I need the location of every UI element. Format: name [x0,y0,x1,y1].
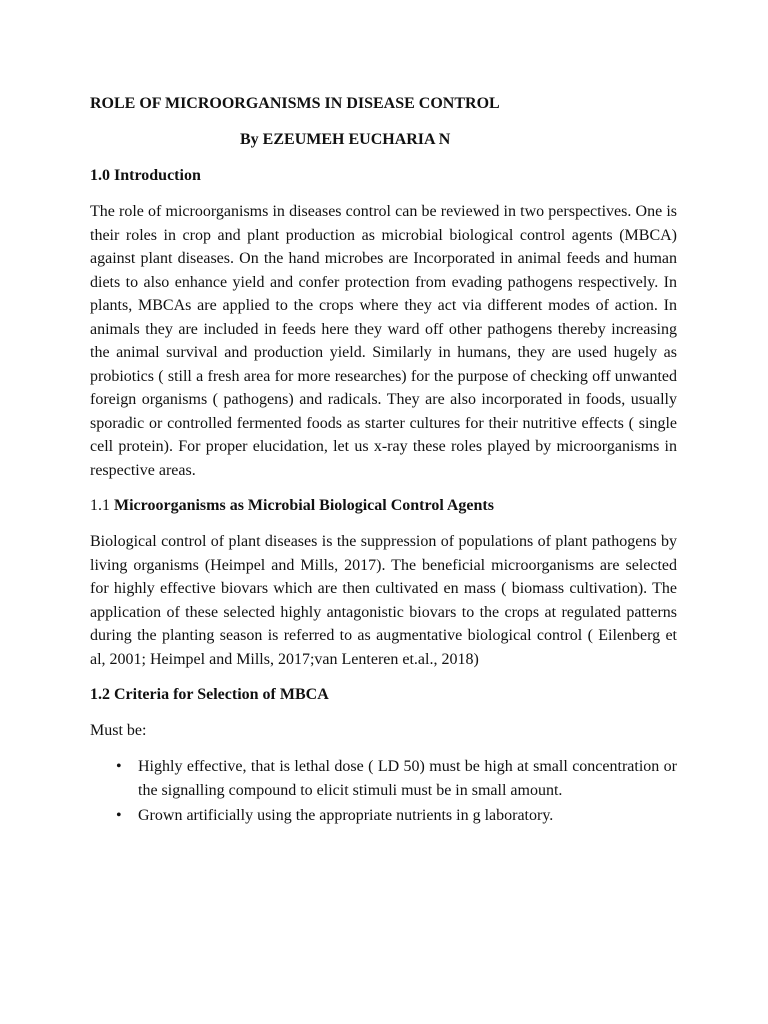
intro-paragraph: The role of microorganisms in diseases control can be reviewed in two perspectives. One is their roles in crop and plant production as microbial biological control agents (MBCA) against plant diseases. On the hand microbes are Incorporated in animal feeds and human diets to also enhance yield and confer protection from evading pathogens respectively. In plants, MBCAs are applied to the crops where they act via different modes of action. In animals they are included in feeds here they ward off other pathogens thereby increasing the animal survival and production yield. Similarly in humans, they are used hugely as probiotics ( still a fresh area for more researches) for the purpose of checking off unwanted foreign organisms ( pathogens) and radicals. They are also incorporated in foods, usually sporadic or controlled fermented foods as starter cultures for their nutritive effects ( single cell protein). For proper elucidation, let us x-ray these roles played by microorganisms in respective areas. [90,203,677,479]
criteria-list [90,755,677,829]
section-1-1-number: 1.1 [90,497,110,514]
section-1-1-heading [90,494,677,518]
list-item [116,804,677,829]
list-item-text: Highly effective, that is lethal dose ( LD 50) must be high at small concentration or the signalling compound to elicit stimuli must be in small amount. [138,757,677,799]
document-page [90,92,677,828]
author-byline: By EZEUMEH EUCHARIA N [240,131,451,148]
section-1-1-title: Microorganisms as Microbial Biological Control Agents [114,497,494,514]
intro-heading: 1.0 Introduction [90,167,201,184]
list-item [116,755,677,804]
section-1-2-heading: 1.2 Criteria for Selection of MBCA [90,686,329,703]
section-1-2-lead: Must be: [90,722,147,739]
bullet-icon: • [116,806,122,824]
section-1-1-paragraph: Biological control of plant diseases is the suppression of populations of plant pathogens by living organisms (Heimpel and Mills, 2017). The beneficial microorganisms are selected for highly effective biovars which are then cultivated en mass ( biomass cultivation). The application of these selected highly antagonistic biovars to the crops at regulated patterns during the planting season is referred to as augmentative biological control ( Eilenberg et al, 2001; Heimpel and Mills, 2017;van Lenteren et.al., 2018) [90,533,677,668]
bullet-icon: • [116,757,122,775]
list-item-text: Grown artificially using the appropriate nutrients in g laboratory. [138,806,554,824]
document-title: ROLE OF MICROORGANISMS IN DISEASE CONTROL [90,95,500,112]
